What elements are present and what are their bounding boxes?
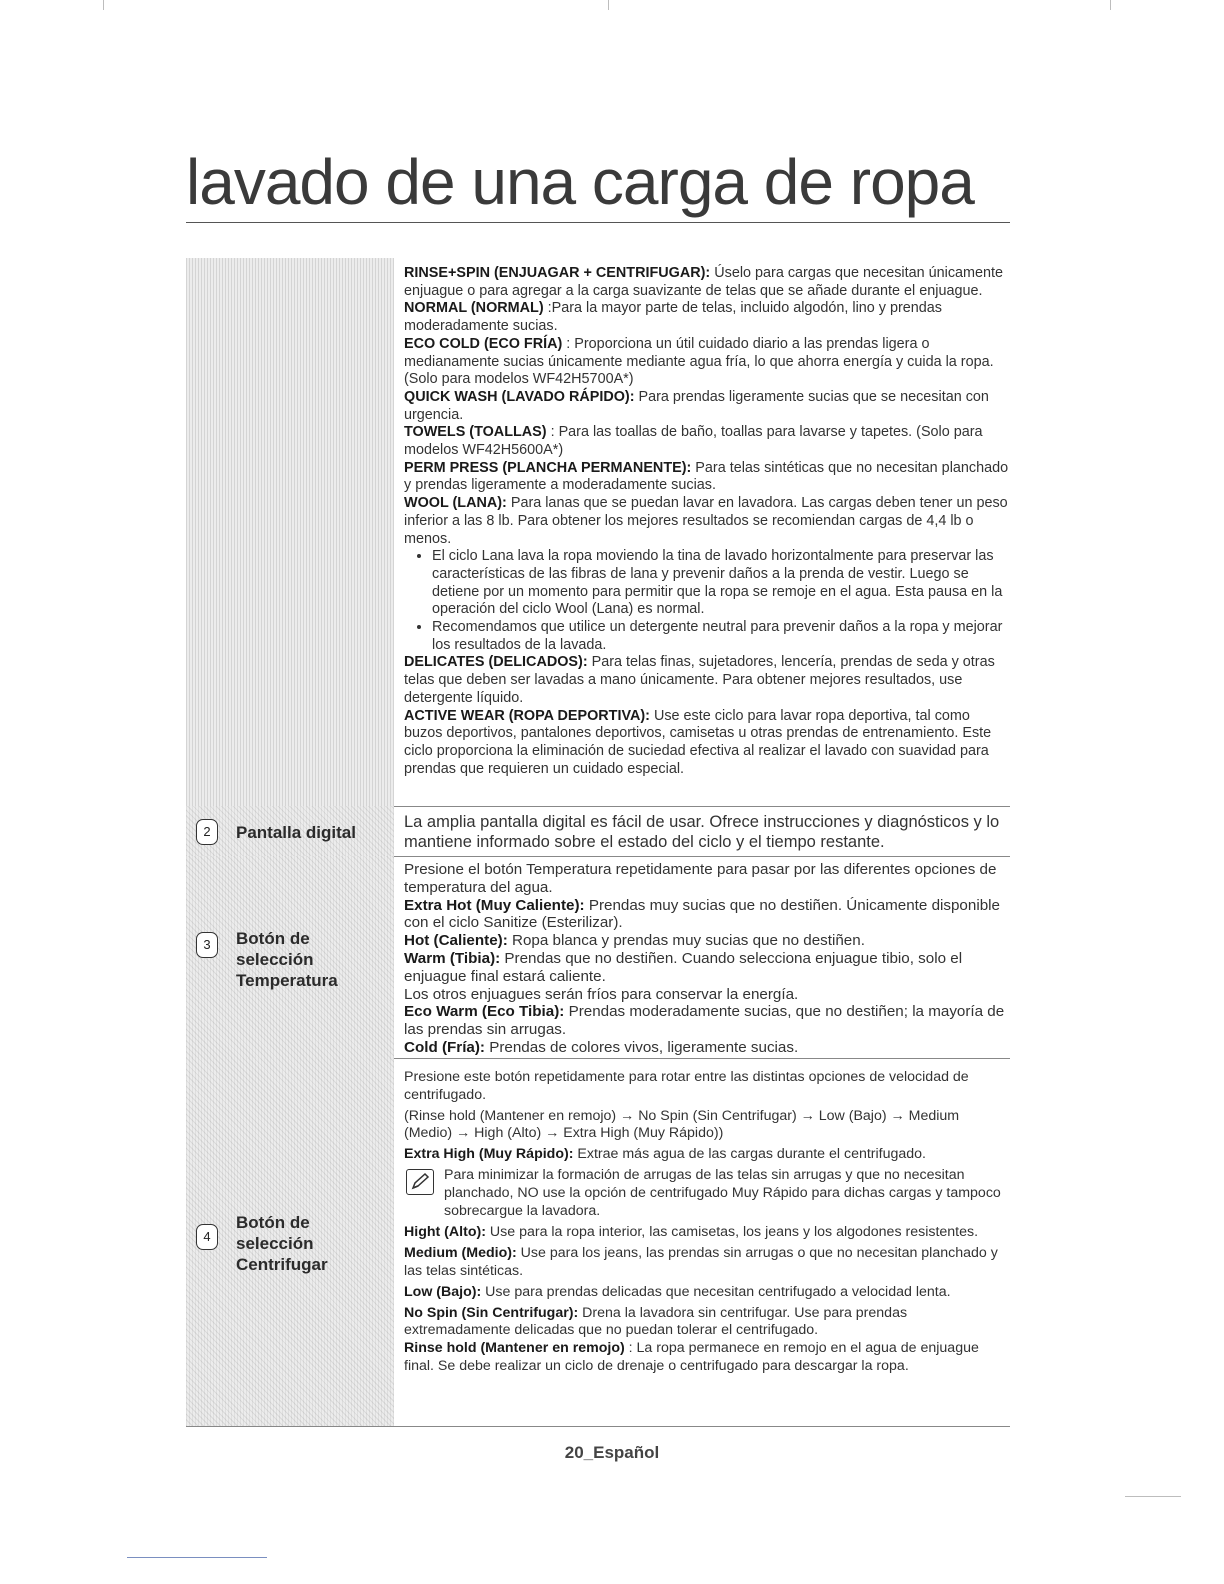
crop-mark — [1110, 0, 1111, 10]
spin-content — [404, 1069, 1010, 1376]
temp-item: Warm (Tibia): Prendas que no destiñen. Cuando selecciona enjuague tibio, solo el enjuague final estará caliente. — [404, 949, 963, 985]
page-title: lavado de una carga de ropa — [186, 150, 1010, 223]
page-footer: 20_Español — [564, 1443, 660, 1462]
spin-item: Medium (Medio): Use para los jeans, las prendas sin arrugas o que no necesitan planchado y las telas sintéticas. — [404, 1245, 998, 1279]
label-column — [186, 1058, 394, 1426]
temp-item: Eco Warm (Eco Tibia): Prendas moderadamente sucias, que no destiñen; la mayoría de las prendas sin arrugas. — [404, 1003, 1005, 1039]
spin-intro: Presione este botón repetidamente para rotar entre las distintas opciones de velocidad de centrifugado. — [404, 1069, 969, 1103]
spin-item: Rinse hold (Mantener en remojo) : La ropa permanece en remojo en el agua de enjuague final. Se debe realizar un ciclo de drenaje o centrifugado para descargar la ropa. — [404, 1340, 979, 1374]
cycle-item: RINSE+SPIN (ENJUAGAR + CENTRIFUGAR): Úselo para cargas que necesitan únicamente enjuague o para agregar a la carga suavizante de telas que se añade durante el enjuague. — [404, 265, 1004, 299]
temp-intro: Presione el botón Temperatura repetidamente para pasar por las diferentes opciones de temperatura del agua. — [404, 861, 997, 896]
crop-mark — [103, 0, 104, 10]
list-item: • Recomendamos que utilice un detergente neutral para prevenir daños a la ropa y mejorar los resultados de la lavada. — [432, 619, 1010, 654]
display-row — [186, 806, 1010, 857]
cycle-item: ECO COLD (ECO FRÍA) : Proporciona un útil cuidado diario a las prendas ligera o medianamente sucias únicamente mediante agua fría, lo que ahorra energía y cuida la ropa.(Solo para modelos WF42H5700A*) — [404, 335, 994, 388]
temperature-row — [186, 856, 1010, 1059]
list-item: • El ciclo Lana lava la ropa moviendo la tina de lavado horizontalmente para preservar las características de las fibras de lana y prevenir daños a la prenda de vestir. Luego se detiene por un momento para permitir que la ropa se remoje en el agua. Esta pausa en la operación del ciclo Wool (Lana) es normal. — [432, 548, 1010, 619]
display-content — [404, 812, 1010, 852]
display-description: La amplia pantalla digital es fácil de usar. Ofrece instrucciones y diagnósticos y lo mantiene informado sobre el estado del ciclo y el tiempo restante. — [404, 813, 1000, 851]
crop-mark — [1125, 1496, 1181, 1497]
cycle-item: PERM PRESS (PLANCHA PERMANENTE): Para telas sintéticas que no necesitan planchado y prendas ligeramente a moderadamente sucias. — [404, 459, 1009, 494]
cycle-item: QUICK WASH (LAVADO RÁPIDO): Para prendas ligeramente sucias que se necesitan con urgencia. — [404, 388, 989, 423]
label-column — [186, 856, 394, 1058]
section-label: Pantalla digital — [236, 823, 356, 842]
note — [404, 1167, 1010, 1220]
note-pencil-icon — [406, 1169, 434, 1195]
cycle-item: DELICATES (DELICADOS): Para telas finas, sujetadores, lencería, prendas de seda y otras telas que deben ser lavadas a mano únicamente. Para obtener mejores resultados, use detergente líquido. — [404, 654, 995, 706]
cycle-item: TOWELS (TOALLAS) : Para las toallas de baño, toallas para lavarse y tapetes. (Solo para modelos WF42H5600A*) — [404, 424, 983, 459]
crop-mark — [127, 1557, 267, 1558]
cycles-row — [186, 258, 1010, 807]
note-text: Para minimizar la formación de arrugas de las telas sin arrugas y que no necesitan planchado, NO use la opción de centrifugado Muy Rápido para dichas cargas y tampoco sobrecargue la lavadora. — [444, 1166, 1001, 1219]
spin-item: Extra High (Muy Rápido): Extrae más agua de las cargas durante el centrifugado. — [404, 1146, 927, 1163]
temp-rinse-note: Los otros enjuagues serán fríos para conservar la energía. — [404, 985, 799, 1003]
spin-item: Hight (Alto): Use para la ropa interior, las camisetas, los jeans y los algodones resistentes. — [404, 1224, 979, 1241]
section-label: Botón de selección Centrifugar — [236, 1213, 328, 1274]
spin-item: No Spin (Sin Centrifugar): Drena la lavadora sin centrifugar. Use para prendas extremadamente delicadas que no puedan tolerar el centrifugado. — [404, 1304, 908, 1339]
crop-mark — [608, 0, 609, 10]
cycle-item: ACTIVE WEAR (ROPA DEPORTIVA): Use este ciclo para lavar ropa deportiva, tal como buzos deportivos, pantalones deportivos, camisetas u otras prendas de entrenamiento. Este ciclo proporciona la eliminación de suciedad efectiva al realizar el lavado con suavidad para prendas que requieren un cuidado especial. — [404, 707, 992, 777]
cycle-item: WOOL (LANA): Para lanas que se puedan lavar en lavadora. Las cargas deben tener un peso inferior a las 8 lb. Para obtener los mejores resultados se recomiendan cargas de 4,4 lb o menos. — [404, 495, 1008, 547]
temp-item: Extra Hot (Muy Caliente): Prendas muy sucias que no destiñen. Únicamente disponible con el ciclo Sanitize (Esterilizar). — [404, 896, 1000, 932]
label-column — [186, 258, 394, 806]
spin-sequence: (Rinse hold (Mantener en remojo) → No Spin (Sin Centrifugar) → Low (Bajo) → Medium (Medio) → High (Alto) → Extra High (Muy Rápido)) — [404, 1107, 960, 1142]
number-badge: 2 — [196, 819, 218, 845]
spin-row — [186, 1058, 1010, 1427]
number-badge: 4 — [196, 1224, 218, 1250]
temp-item: Hot (Caliente): Ropa blanca y prendas muy sucias que no destiñen. — [404, 932, 865, 950]
cycles-content — [404, 265, 1010, 778]
cycle-item: NORMAL (NORMAL) :Para la mayor parte de telas, incluido algodón, lino y prendas moderadamente sucias. — [404, 300, 943, 335]
label-column — [186, 806, 394, 856]
wool-bullets — [404, 548, 1010, 654]
temp-item: Cold (Fría): Prendas de colores vivos, ligeramente sucias. — [404, 1038, 799, 1056]
section-label: Botón de selección Temperatura — [236, 929, 338, 990]
spin-item: Low (Bajo): Use para prendas delicadas que necesitan centrifugado a velocidad lenta. — [404, 1283, 951, 1300]
number-badge: 3 — [196, 932, 218, 958]
temperature-content — [404, 861, 1010, 1057]
